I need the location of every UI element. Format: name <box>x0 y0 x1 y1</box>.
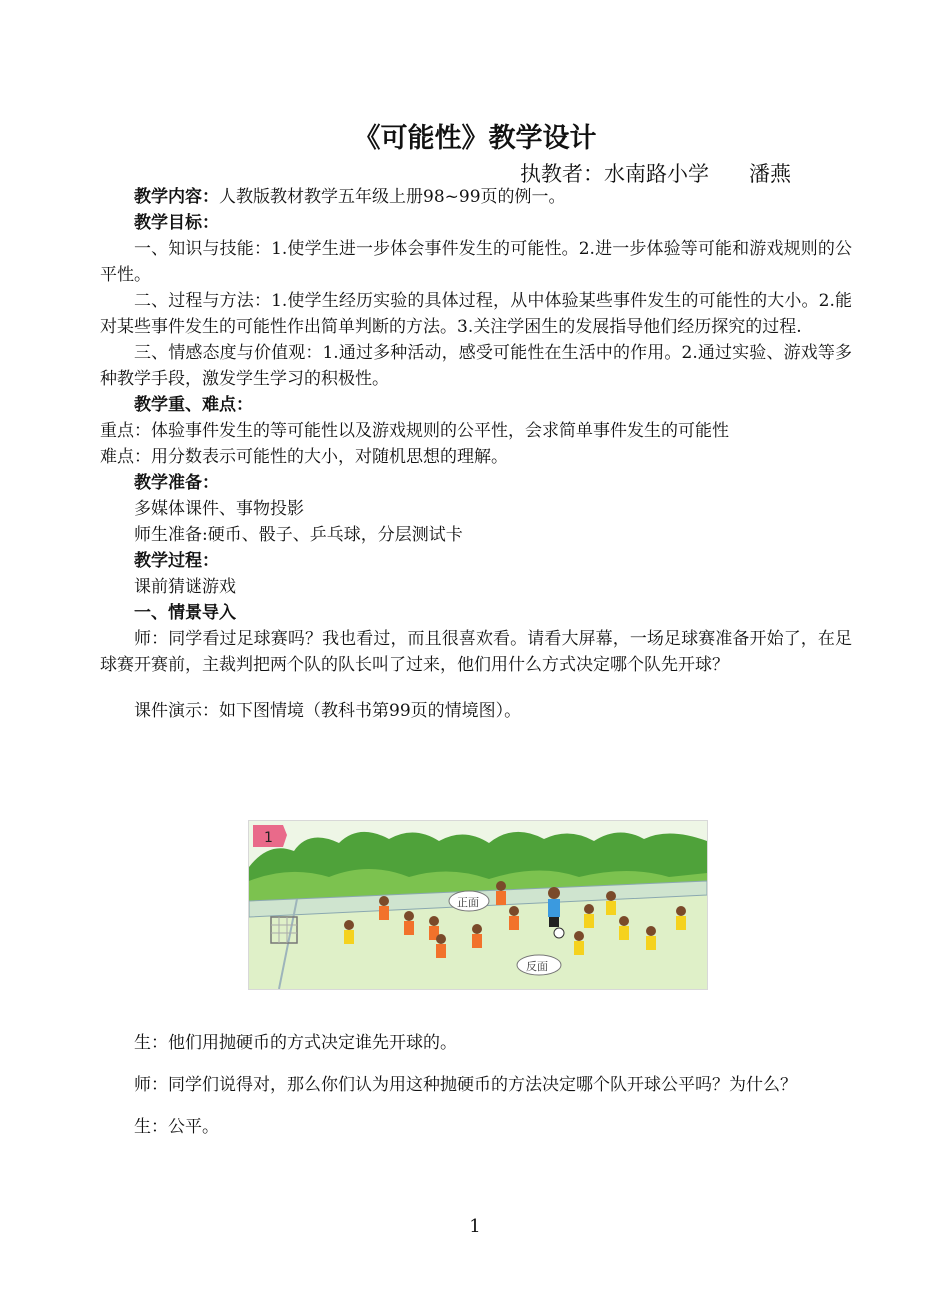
teaching-content <box>100 184 852 210</box>
teaching-content-text: 人教版教材教学五年级上册98~99页的例一。 <box>219 187 566 207</box>
teacher-question: 师：同学看过足球赛吗？我也看过，而且很喜欢看。请看大屏幕，一场足球赛准备开始了，在足球赛开赛前，主裁判把两个队的队长叫了过来，他们用什么方式决定哪个队先开球？ <box>100 629 852 675</box>
page-number: 1 <box>469 1216 481 1237</box>
football-scene-illustration <box>248 820 708 990</box>
document-body <box>100 184 852 724</box>
courseware-demo: 课件演示：如下图情境（教科书第99页的情境图）。 <box>134 701 522 721</box>
section-heading: 一、情景导入 <box>134 603 236 623</box>
badge-number: 1 <box>264 830 273 846</box>
process-intro: 课前猜谜游戏 <box>134 577 236 597</box>
key-point: 重点：体验事件发生的等可能性以及游戏规则的公平性，会求简单事件发生的可能性 <box>100 421 729 441</box>
difficult-point: 难点：用分数表示可能性的大小，对随机思想的理解。 <box>100 447 508 467</box>
author-line: 执教者：水南路小学 潘燕 <box>520 162 792 186</box>
scene-svg <box>249 821 707 989</box>
teacher-followup: 师：同学们说得对，那么你们认为用这种抛硬币的方法决定哪个队开球公平吗？为什么？ <box>134 1075 797 1095</box>
prep-item: 多媒体课件、事物投影 <box>134 499 304 519</box>
process-heading: 教学过程： <box>134 551 219 571</box>
student-answer: 生：公平。 <box>134 1117 219 1137</box>
prep-heading: 教学准备： <box>134 473 219 493</box>
dialogue-section <box>100 1030 852 1140</box>
goal-knowledge: 一、知识与技能：1.使学生进一步体会事件发生的可能性。2.进一步体验等可能和游戏规则的公平性。 <box>100 239 852 285</box>
bubble-front: 正面 <box>457 896 479 909</box>
prep-item: 师生准备:硬币、骰子、乒乓球，分层测试卡 <box>134 525 463 545</box>
goals-heading: 教学目标： <box>134 213 219 233</box>
student-answer: 生：他们用抛硬币的方式决定谁先开球的。 <box>134 1033 457 1053</box>
goal-emotion: 三、情感态度与价值观：1.通过多种活动，感受可能性在生活中的作用。2.通过实验、游戏等多种教学手段，激发学生学习的积极性。 <box>100 343 852 389</box>
teaching-content-label: 教学内容： <box>134 187 219 207</box>
key-heading: 教学重、难点： <box>134 395 253 415</box>
document-title: 《可能性》教学设计 <box>353 123 597 154</box>
goal-process: 二、过程与方法：1.使学生经历实验的具体过程，从中体验某些事件发生的可能性的大小。2.能对某些事件发生的可能性作出简单判断的方法。3.关注学困生的发展指导他们经历探究的过程. <box>100 291 852 337</box>
bubble-back: 反面 <box>526 960 548 973</box>
